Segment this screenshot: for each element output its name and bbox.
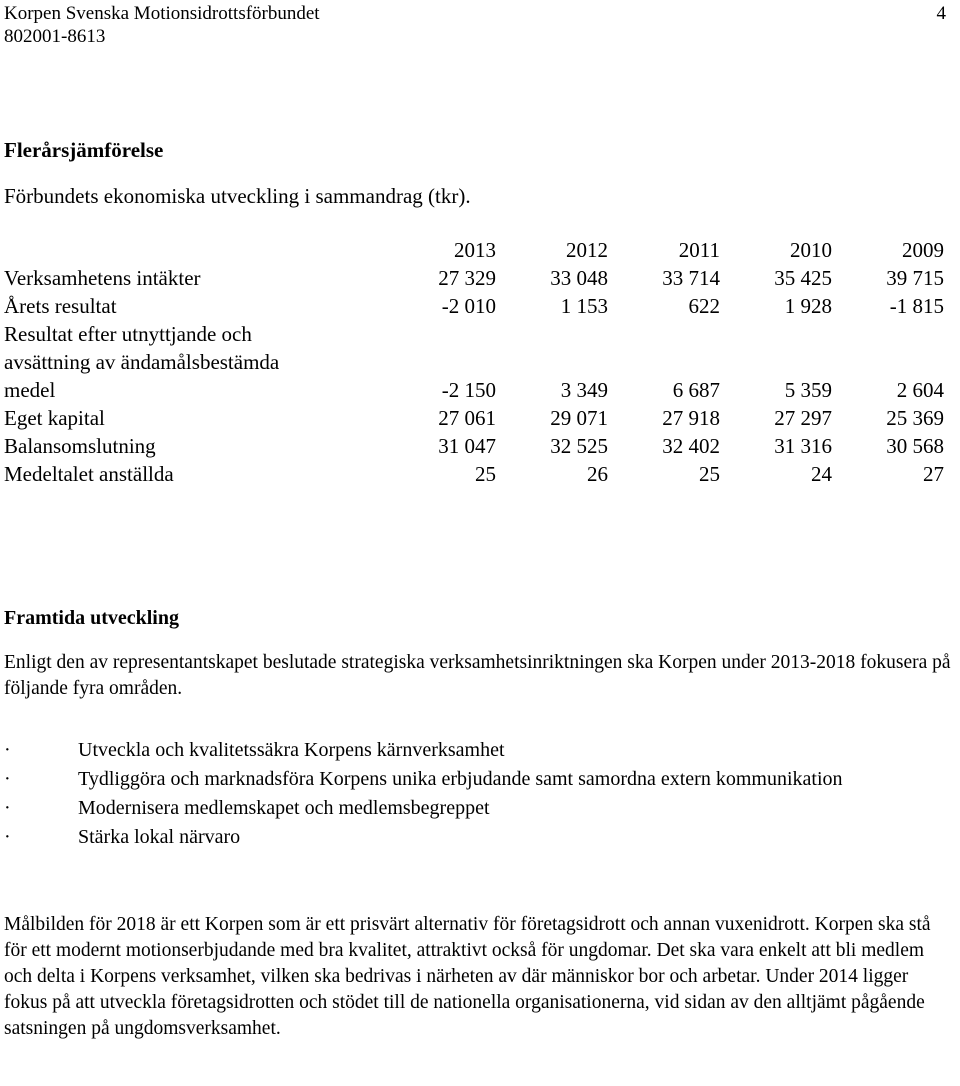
table-cell: 622 bbox=[688, 294, 720, 318]
table-cell: 30 568 bbox=[886, 434, 944, 458]
table-row bbox=[4, 460, 944, 488]
table-cell: 25 bbox=[475, 462, 496, 486]
table-cell: 31 316 bbox=[774, 434, 832, 458]
bullet-icon: · bbox=[4, 768, 11, 790]
year-header: 2010 bbox=[790, 238, 832, 262]
table-cell: 26 bbox=[587, 462, 608, 486]
table-cell: 33 048 bbox=[550, 266, 608, 290]
section-intro-future: Enligt den av representantskapet beslutade strategiska verksamhetsinriktningen ska Korpen under 2013-2018 fokusera på följande fyra områden. bbox=[4, 652, 951, 699]
table-cell: -1 815 bbox=[889, 294, 944, 318]
list-item bbox=[0, 794, 950, 823]
list-item-text: Tydliggöra och marknadsföra Korpens unika erbjudande samt samordna extern kommunikation bbox=[78, 768, 843, 790]
table-cell: 33 714 bbox=[662, 266, 720, 290]
list-item bbox=[0, 736, 950, 765]
row-label-multiline bbox=[4, 320, 384, 404]
table-row bbox=[4, 264, 944, 292]
row-label: Balansomslutning bbox=[4, 434, 156, 458]
row-label: Medeltalet anställda bbox=[4, 462, 174, 486]
row-label: Verksamhetens intäkter bbox=[4, 266, 201, 290]
list-item bbox=[0, 823, 950, 852]
table-cell: 39 715 bbox=[886, 266, 944, 290]
row-label-line: avsättning av ändamålsbestämda bbox=[4, 350, 280, 374]
bullet-icon: · bbox=[4, 826, 11, 848]
table-cell: 32 402 bbox=[662, 434, 720, 458]
list-item bbox=[0, 765, 950, 794]
table-row bbox=[4, 320, 944, 404]
list-item-text: Modernisera medlemskapet och medlemsbegreppet bbox=[78, 797, 490, 819]
table-cell: 25 bbox=[699, 462, 720, 486]
table-cell: 6 687 bbox=[672, 378, 720, 402]
table-cell: 27 918 bbox=[662, 406, 720, 430]
table-cell: 29 071 bbox=[550, 406, 608, 430]
table-cell: 5 359 bbox=[784, 378, 832, 402]
focus-area-list bbox=[0, 736, 950, 852]
table-cell: 27 297 bbox=[774, 406, 832, 430]
year-header: 2009 bbox=[902, 238, 944, 262]
table-header-row bbox=[4, 236, 944, 264]
row-label: Eget kapital bbox=[4, 406, 105, 430]
table-cell: 1 928 bbox=[784, 294, 832, 318]
header-organization: Korpen Svenska Motionsidrottsförbundet bbox=[4, 3, 320, 24]
closing-paragraph: Målbilden för 2018 är ett Korpen som är ett prisvärt alternativ för företagsidrott och annan vuxenidrott. Korpen ska stå för ett modernt motionserbjudande med bra kvalitet, attraktivt också för ungdomar. Det ska vara enkelt att bli medlem och delta i Korpens verksamhet, vilken ska bedrivas i närheten av där människor bor och arbetar. Under 2014 ligger fokus på att utveckla företagsidrotten och stödet till de nationella organisationerna, vid sidan av den alltjämt pågående satsningen på ungdomsverksamhet. bbox=[4, 914, 931, 1039]
year-header: 2013 bbox=[454, 238, 496, 262]
table-row bbox=[4, 292, 944, 320]
row-label-line: Resultat efter utnyttjande och bbox=[4, 322, 252, 346]
table-cell: -2 150 bbox=[441, 378, 496, 402]
table-cell: 35 425 bbox=[774, 266, 832, 290]
section-heading-future: Framtida utveckling bbox=[4, 607, 179, 629]
row-label: Årets resultat bbox=[4, 294, 117, 318]
table-cell: 1 153 bbox=[560, 294, 608, 318]
list-item-text: Utveckla och kvalitetssäkra Korpens kärnverksamhet bbox=[78, 739, 505, 761]
table-cell: 27 061 bbox=[438, 406, 496, 430]
table-header-empty bbox=[4, 236, 384, 264]
year-header: 2012 bbox=[566, 238, 608, 262]
table-cell: 3 349 bbox=[560, 378, 608, 402]
table-cell: 32 525 bbox=[550, 434, 608, 458]
financial-summary-table bbox=[4, 236, 944, 488]
table-cell: 2 604 bbox=[896, 378, 944, 402]
list-item-text: Stärka lokal närvaro bbox=[78, 826, 241, 848]
year-header: 2011 bbox=[678, 238, 720, 262]
row-label-line: medel bbox=[4, 378, 56, 402]
header-org-number: 802001-8613 bbox=[4, 26, 106, 47]
table-cell: 27 329 bbox=[438, 266, 496, 290]
table-cell: -2 010 bbox=[441, 294, 496, 318]
section-intro-multiyear: Förbundets ekonomiska utveckling i sammandrag (tkr). bbox=[4, 184, 471, 208]
table-row bbox=[4, 432, 944, 460]
table-cell: 31 047 bbox=[438, 434, 496, 458]
table-cell: 27 bbox=[923, 462, 944, 486]
section-heading-multiyear: Flerårsjämförelse bbox=[4, 138, 164, 162]
table-cell: 25 369 bbox=[886, 406, 944, 430]
table-row bbox=[4, 404, 944, 432]
table-cell: 24 bbox=[811, 462, 832, 486]
bullet-icon: · bbox=[4, 739, 11, 761]
page-number: 4 bbox=[936, 3, 946, 24]
bullet-icon: · bbox=[4, 797, 11, 819]
